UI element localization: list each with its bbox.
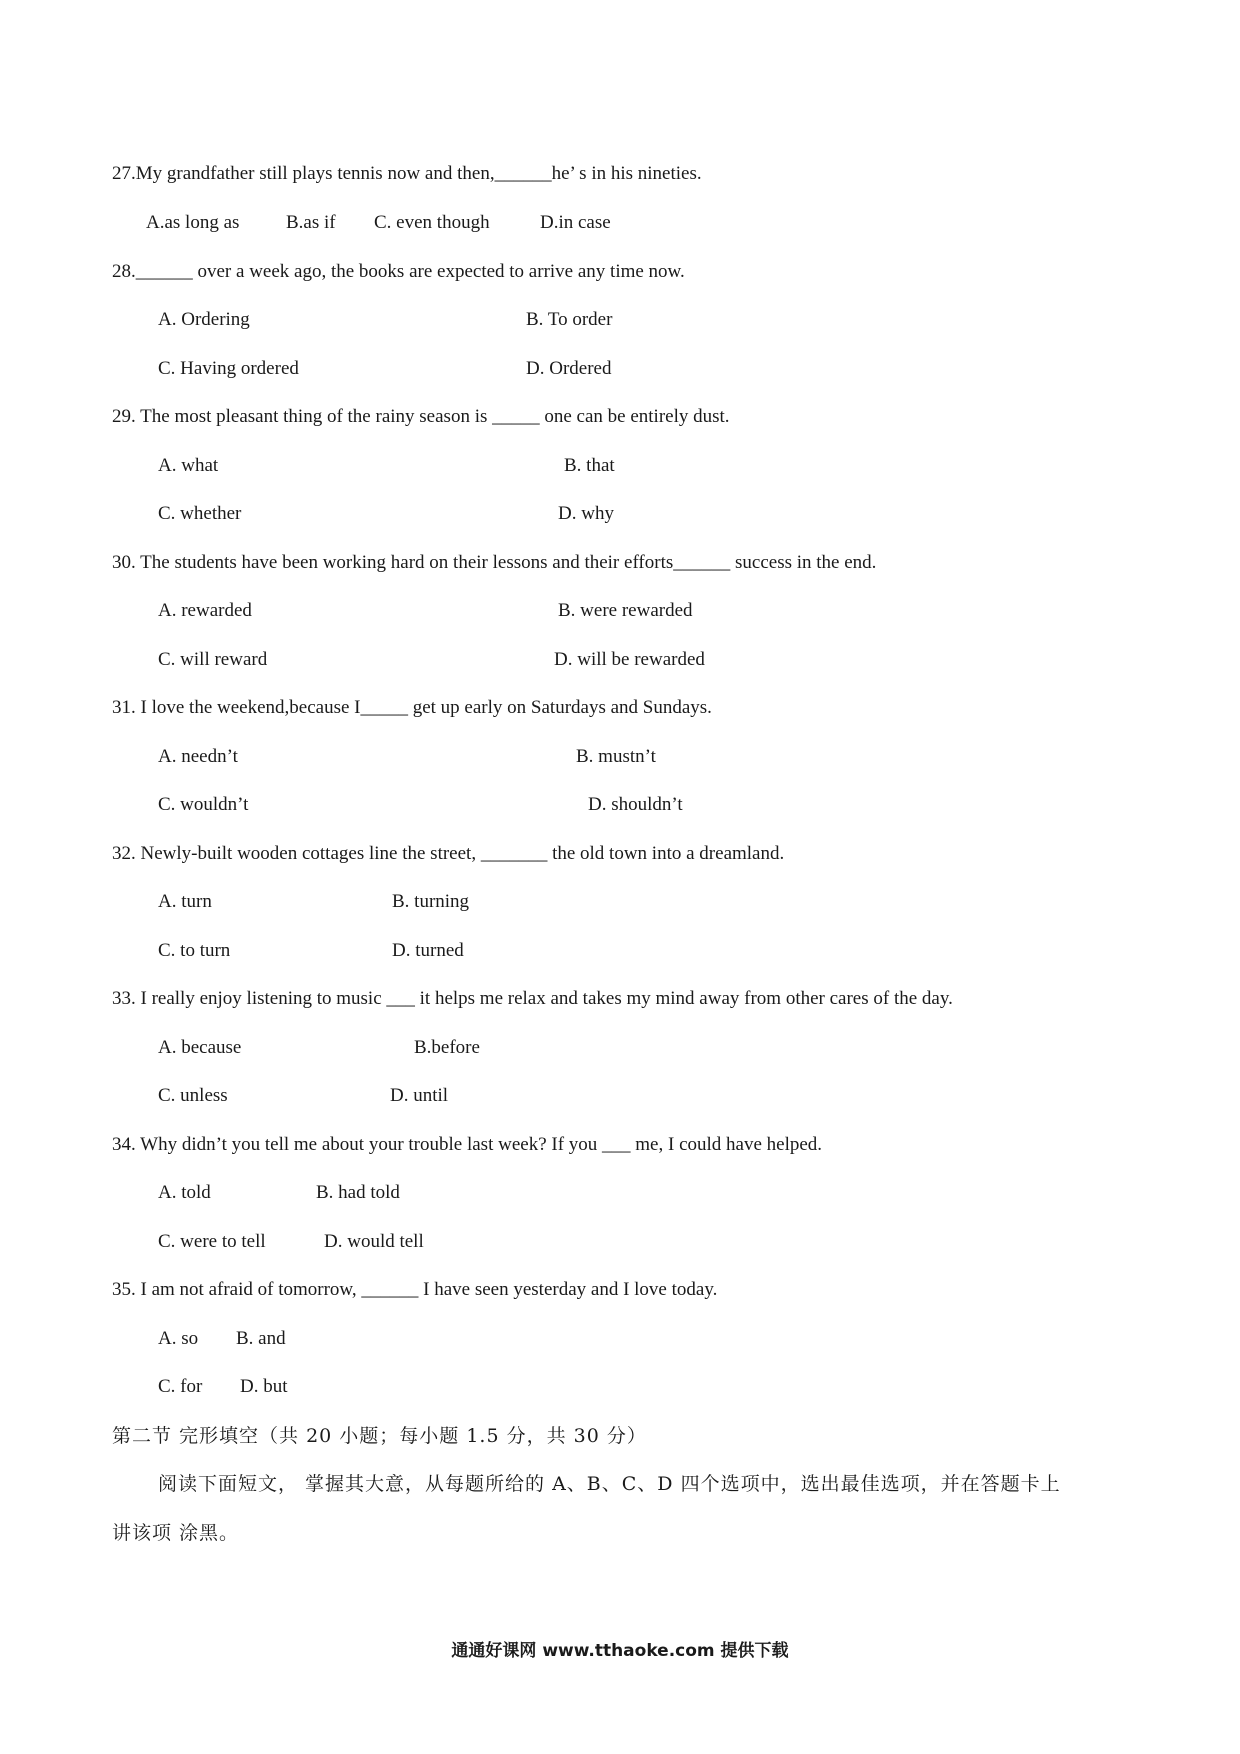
question-31-option-c: C. wouldn’t [158, 794, 249, 815]
question-32-option-c: C. to turn [158, 940, 231, 961]
question-31-stem: 31. I love the weekend,because I_____ get up early on Saturdays and Sundays. [112, 697, 712, 718]
question-28-stem: 28.______ over a week ago, the books are expected to arrive any time now. [112, 261, 685, 282]
question-33-option-a: A. because [158, 1037, 242, 1058]
question-35-option-b: B. and [236, 1328, 286, 1349]
question-30-stem: 30. The students have been working hard on their lessons and their efforts______ success in the end. [112, 552, 877, 573]
question-29-stem: 29. The most pleasant thing of the rainy season is _____ one can be entirely dust. [112, 406, 730, 427]
question-31-option-b: B. mustn’t [576, 746, 656, 767]
question-29-option-b: B. that [564, 455, 615, 476]
question-30-option-b: B. were rewarded [558, 600, 693, 621]
question-29-option-a: A. what [158, 455, 219, 476]
question-30-option-d: D. will be rewarded [554, 649, 705, 670]
section-heading: 第二节 完形填空（共 20 小题；每小题 1.5 分，共 30 分） [112, 1425, 647, 1447]
question-35-option-c: C. for [158, 1376, 203, 1397]
question-32-option-b: B. turning [392, 891, 470, 912]
question-33-option-d: D. until [390, 1085, 449, 1106]
question-33-option-c: C. unless [158, 1085, 228, 1106]
section-instruction-line-1: 阅读下面短文， 掌握其大意，从每题所给的 A、B、C、D 四个选项中，选出最佳选项，并在答题卡上 [158, 1473, 1061, 1495]
question-33-option-b: B.before [414, 1037, 480, 1058]
question-32-option-d: D. turned [392, 940, 464, 961]
question-32-option-a: A. turn [158, 891, 212, 912]
question-30-option-a: A. rewarded [158, 600, 252, 621]
question-32-stem: 32. Newly-built wooden cottages line the street, _______ the old town into a dreamland. [112, 843, 785, 864]
question-34-option-a: A. told [158, 1182, 211, 1203]
question-27-option-c: C. even though [374, 212, 490, 233]
section-instruction-line-2: 讲该项 涂黑。 [112, 1522, 240, 1544]
question-35-stem: 35. I am not afraid of tomorrow, ______ I have seen yesterday and I love today. [112, 1279, 718, 1300]
question-27-option-b: B.as if [286, 212, 336, 233]
question-29-option-c: C. whether [158, 503, 242, 524]
question-30-option-c: C. will reward [158, 649, 268, 670]
question-27-option-d: D.in case [540, 212, 611, 233]
question-28-option-d: D. Ordered [526, 358, 612, 379]
question-31-option-a: A. needn’t [158, 746, 238, 767]
page-footer: 通通好课网 www.tthaoke.com 提供下载 [451, 1641, 789, 1661]
question-29-option-d: D. why [558, 503, 614, 524]
question-31-option-d: D. shouldn’t [588, 794, 683, 815]
question-27-stem: 27.My grandfather still plays tennis now and then,______he’ s in his nineties. [112, 163, 702, 184]
question-34-option-c: C. were to tell [158, 1231, 266, 1252]
question-35-option-a: A. so [158, 1328, 199, 1349]
question-33-stem: 33. I really enjoy listening to music ___ it helps me relax and takes my mind away from other cares of the day. [112, 988, 953, 1009]
question-28-option-b: B. To order [526, 309, 613, 330]
question-34-stem: 34. Why didn’t you tell me about your trouble last week? If you ___ me, I could have helped. [112, 1134, 823, 1155]
question-28-option-c: C. Having ordered [158, 358, 299, 379]
question-34-option-d: D. would tell [324, 1231, 424, 1252]
question-34-option-b: B. had told [316, 1182, 400, 1203]
question-35-option-d: D. but [240, 1376, 288, 1397]
question-27-option-a: A.as long as [146, 212, 240, 233]
question-28-option-a: A. Ordering [158, 309, 250, 330]
